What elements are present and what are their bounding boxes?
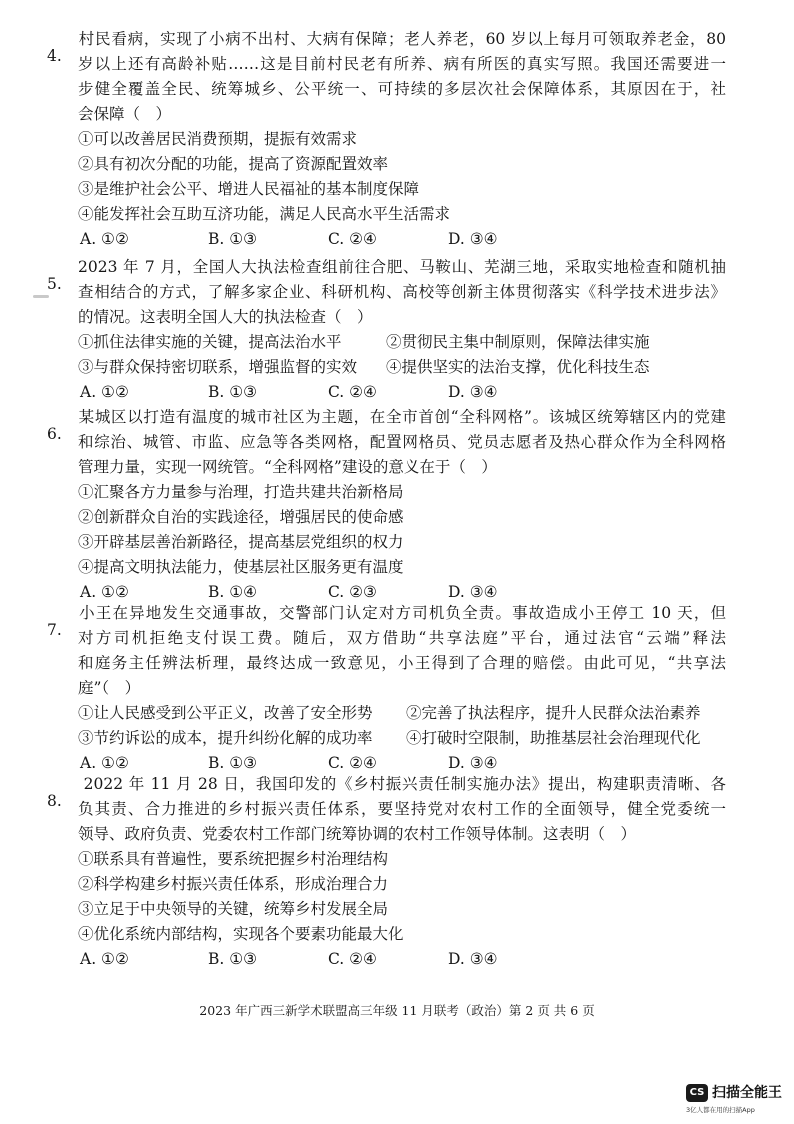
option-statement: ③是维护社会公平、增进人民福祉的基本制度保障 (78, 180, 420, 198)
answer-choice-d: D. ③④ (448, 950, 498, 968)
option-statement: ②具有初次分配的功能，提高了资源配置效率 (78, 155, 389, 173)
camscanner-watermark (686, 1084, 794, 1124)
option-row (78, 330, 726, 355)
answer-choice-a: A. ①② (80, 950, 129, 968)
option-statement: ①让人民感受到公平正义，改善了安全形势 (78, 704, 373, 722)
answer-choice-d: D. ③④ (448, 583, 498, 601)
watermark-tagline: 3亿人都在用的扫描App (686, 1106, 755, 1114)
answer-choices (78, 227, 726, 252)
question-6 (47, 405, 726, 605)
question-stem-line: 的情况。这表明全国人大的执法检查（ ） (78, 308, 373, 326)
option-statement: ④优化系统内部结构，实现各个要素功能最大化 (78, 925, 404, 943)
option-row (78, 355, 726, 380)
question-4 (47, 27, 726, 252)
question-stem-line: 对方司机拒绝支付误工费。随后，双方借助“共享法庭”平台，通过法官“云端”释法 (78, 629, 726, 647)
question-stem-line: 和庭务主任辨法析理，最终达成一致意见，小王得到了合理的赔偿。由此可见，“共享法 (78, 654, 726, 672)
question-number: 6. (47, 425, 62, 443)
option-statement: ④提供坚实的法治支撑，优化科技生态 (386, 358, 650, 376)
question-stem-line: 4. 村民看病，实现了小病不出村、大病有保障；老人养老，60 岁以上每月可领取养老金，80 (78, 27, 726, 52)
option-statement: ③节约诉讼的成本，提升纠纷化解的成功率 (78, 729, 373, 747)
answer-choice-b: B. ①③ (208, 383, 258, 401)
question-7 (47, 601, 726, 776)
answer-choice-c: C. ②④ (328, 950, 377, 968)
answer-choice-d: D. ③④ (448, 754, 498, 772)
option-statement: ③立足于中央领导的关键，统筹乡村发展全局 (78, 900, 389, 918)
option-row (78, 701, 726, 726)
question-stem-line: 6. 某城区以打造有温度的城市社区为主题，在全市首创“全科网格”。该城区统筹辖区内的党建 (78, 405, 726, 430)
option-row (78, 726, 726, 751)
option-statement: ①联系具有普遍性，要系统把握乡村治理结构 (78, 850, 389, 868)
option-statement: ②创新群众自治的实践途径，增强居民的使命感 (78, 508, 404, 526)
option-statement: ①汇聚各方力量参与治理，打造共建共治新格局 (78, 483, 404, 501)
answer-choice-d: D. ③④ (448, 383, 498, 401)
question-stem-line: 领导、政府负责、党委农村工作部门统筹协调的农村工作领导体制。这表明（ ） (78, 825, 637, 843)
answer-choices (78, 380, 726, 405)
question-number: 8. (47, 792, 62, 810)
question-stem-line: 管理力量，实现一网统管。“全科网格”建设的意义在于（ ） (78, 458, 497, 476)
question-stem-line: 步健全覆盖全民、统筹城乡、公平统一、可持续的多层次社会保障体系，其原因在于，社 (78, 80, 726, 98)
answer-choice-c: C. ②④ (328, 230, 377, 248)
answer-choice-d: D. ③④ (448, 230, 498, 248)
answer-choice-c: C. ②④ (328, 383, 377, 401)
answer-choice-c: C. ②④ (328, 754, 377, 772)
page-footer: 2023 年广西三新学术联盟高三年级 11 月联考（政治）第 2 页 共 6 页 (199, 1003, 595, 1018)
question-stem-line: 负其责、合力推进的乡村振兴责任体系，要坚持党对农村工作的全面领导，健全党委统一 (78, 800, 726, 818)
camscanner-logo-icon: CS (686, 1084, 708, 1102)
question-stem-line: 庭”（ ） (78, 679, 141, 697)
option-statement: ②科学构建乡村振兴责任体系，形成治理合力 (78, 875, 389, 893)
question-stem-line: 岁以上还有高龄补贴……这是目前村民老有所养、病有所医的真实写照。我国还需要进一 (78, 55, 726, 73)
question-8 (47, 772, 726, 972)
question-5 (47, 255, 726, 405)
answer-choice-c: C. ②③ (328, 583, 377, 601)
question-stem-line: 7. 小王在异地发生交通事故，交警部门认定对方司机负全责。事故造成小王停工 10 天，但 (78, 601, 726, 626)
option-statement: ④提高文明执法能力，使基层社区服务更有温度 (78, 558, 404, 576)
option-statement: ②贯彻民主集中制原则，保障法律实施 (386, 333, 650, 351)
answer-choice-a: A. ①② (80, 230, 129, 248)
question-stem-line: 会保障（ ） (78, 105, 172, 123)
question-number: 4. (47, 47, 62, 65)
option-statement: ④能发挥社会互助互济功能，满足人民高水平生活需求 (78, 205, 451, 223)
answer-choice-a: A. ①② (80, 583, 129, 601)
watermark-name: 扫描全能王 (712, 1085, 782, 1101)
option-statement: ③开辟基层善治新路径，提高基层党组织的权力 (78, 533, 404, 551)
option-statement: ④打破时空限制，助推基层社会治理现代化 (406, 729, 701, 747)
option-statement: ①抓住法律实施的关键，提高法治水平 (78, 333, 342, 351)
answer-choice-a: A. ①② (80, 383, 129, 401)
question-number: 5. (47, 275, 62, 293)
option-statement: ①可以改善居民消费预期，提振有效需求 (78, 130, 358, 148)
question-stem-line: 和综治、城管、市监、应急等各类网格，配置网格员、党员志愿者及热心群众作为全科网格 (78, 433, 726, 451)
answer-choice-a: A. ①② (80, 754, 129, 772)
question-stem-line: 8. 2022 年 11 月 28 日，我国印发的《乡村振兴责任制实施办法》提出，构建职责清晰、各 (78, 772, 726, 797)
question-number: 7. (47, 621, 62, 639)
answer-choice-b: B. ①③ (208, 754, 258, 772)
option-statement: ②完善了执法程序，提升人民群众法治素养 (406, 704, 701, 722)
answer-choice-b: B. ①④ (208, 583, 258, 601)
question-stem-line: 查相结合的方式，了解多家企业、科研机构、高校等创新主体贯彻落实《科学技术进步法》 (78, 283, 726, 301)
answer-choice-b: B. ①③ (208, 230, 258, 248)
answer-choice-b: B. ①③ (208, 950, 258, 968)
answer-choices (78, 947, 726, 972)
option-statement: ③与群众保持密切联系，增强监督的实效 (78, 358, 358, 376)
question-stem-line: 5. 2023 年 7 月，全国人大执法检查组前往合肥、马鞍山、芜湖三地，采取实地检查和随机抽 (78, 255, 726, 280)
